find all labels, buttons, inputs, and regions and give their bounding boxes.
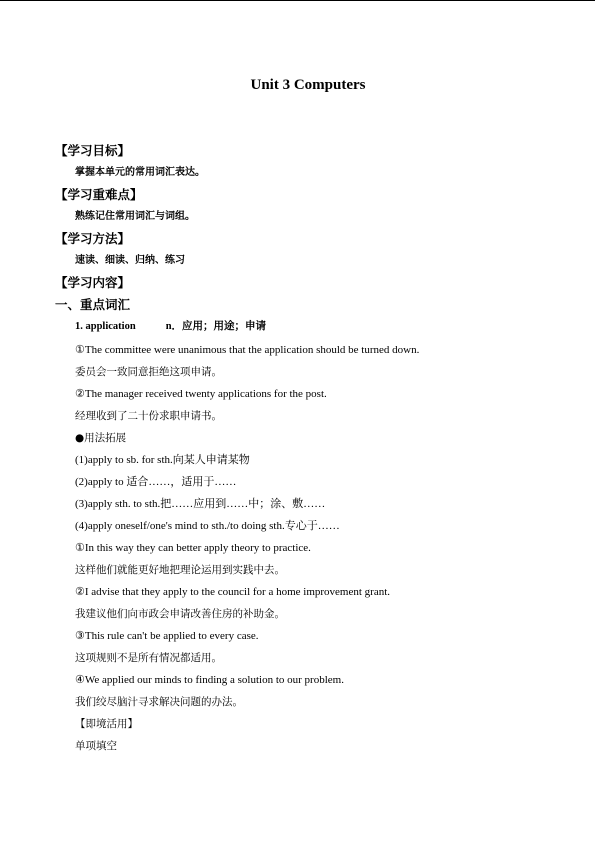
vocab-word: 1. application [75,321,136,332]
example-2-zh: 经理收到了二十份求职申请书。 [75,410,222,422]
method-text: 速读、细读、归纳、练习 [75,255,185,266]
example-6-zh: 我们绞尽脑汁寻求解决问题的办法。 [75,696,243,708]
usage-heading: ●用法拓展 [75,432,127,444]
usage-item-3: (3)apply sth. to sth.把……应用到……中；涂、敷…… [75,498,326,510]
usage-item-1: (1)apply to sb. for sth.向某人申请某物 [75,454,250,466]
example-1-zh: 委员会一致同意拒绝这项申请。 [75,366,222,378]
example-2-en: ②The manager received twenty applications for the post. [75,388,327,400]
usage-item-2: (2)apply to 适合……，适用于…… [75,476,237,488]
page-title: Unit 3 Computers [250,77,366,93]
key-points-text: 熟练记住常用词汇与词组。 [75,211,195,222]
example-1-en: ①The committee were unanimous that the application should be turned down. [75,344,420,356]
example-4-zh: 我建议他们向市政会申请改善住房的补助金。 [75,608,285,620]
top-rule [0,0,595,1]
vocab-word-line [75,320,266,334]
example-5-zh: 这项规则不是所有情况都适用。 [75,652,222,664]
practice-subheading: 单项填空 [75,740,117,752]
example-3-en: ①In this way they can better apply theory to practice. [75,542,311,554]
vocab-part-of-speech: n．应用；用途；申请 [165,321,267,332]
part1-heading: 一、重点词汇 [55,297,131,312]
example-5-en: ③This rule can't be applied to every case. [75,630,259,642]
method-heading: 【学习方法】 [55,231,131,246]
goal-text: 掌握本单元的常用词汇表达。 [75,167,205,178]
content-heading: 【学习内容】 [55,275,131,290]
example-3-zh: 这样他们就能更好地把理论运用到实践中去。 [75,564,285,576]
usage-item-4: (4)apply oneself/one's mind to sth./to doing sth.专心于…… [75,520,340,532]
practice-heading: 【即境活用】 [75,718,138,730]
key-points-heading: 【学习重难点】 [55,187,143,202]
example-4-en: ②I advise that they apply to the council for a home improvement grant. [75,586,391,598]
goal-heading: 【学习目标】 [55,143,131,158]
example-6-en: ④We applied our minds to finding a solution to our problem. [75,674,344,686]
